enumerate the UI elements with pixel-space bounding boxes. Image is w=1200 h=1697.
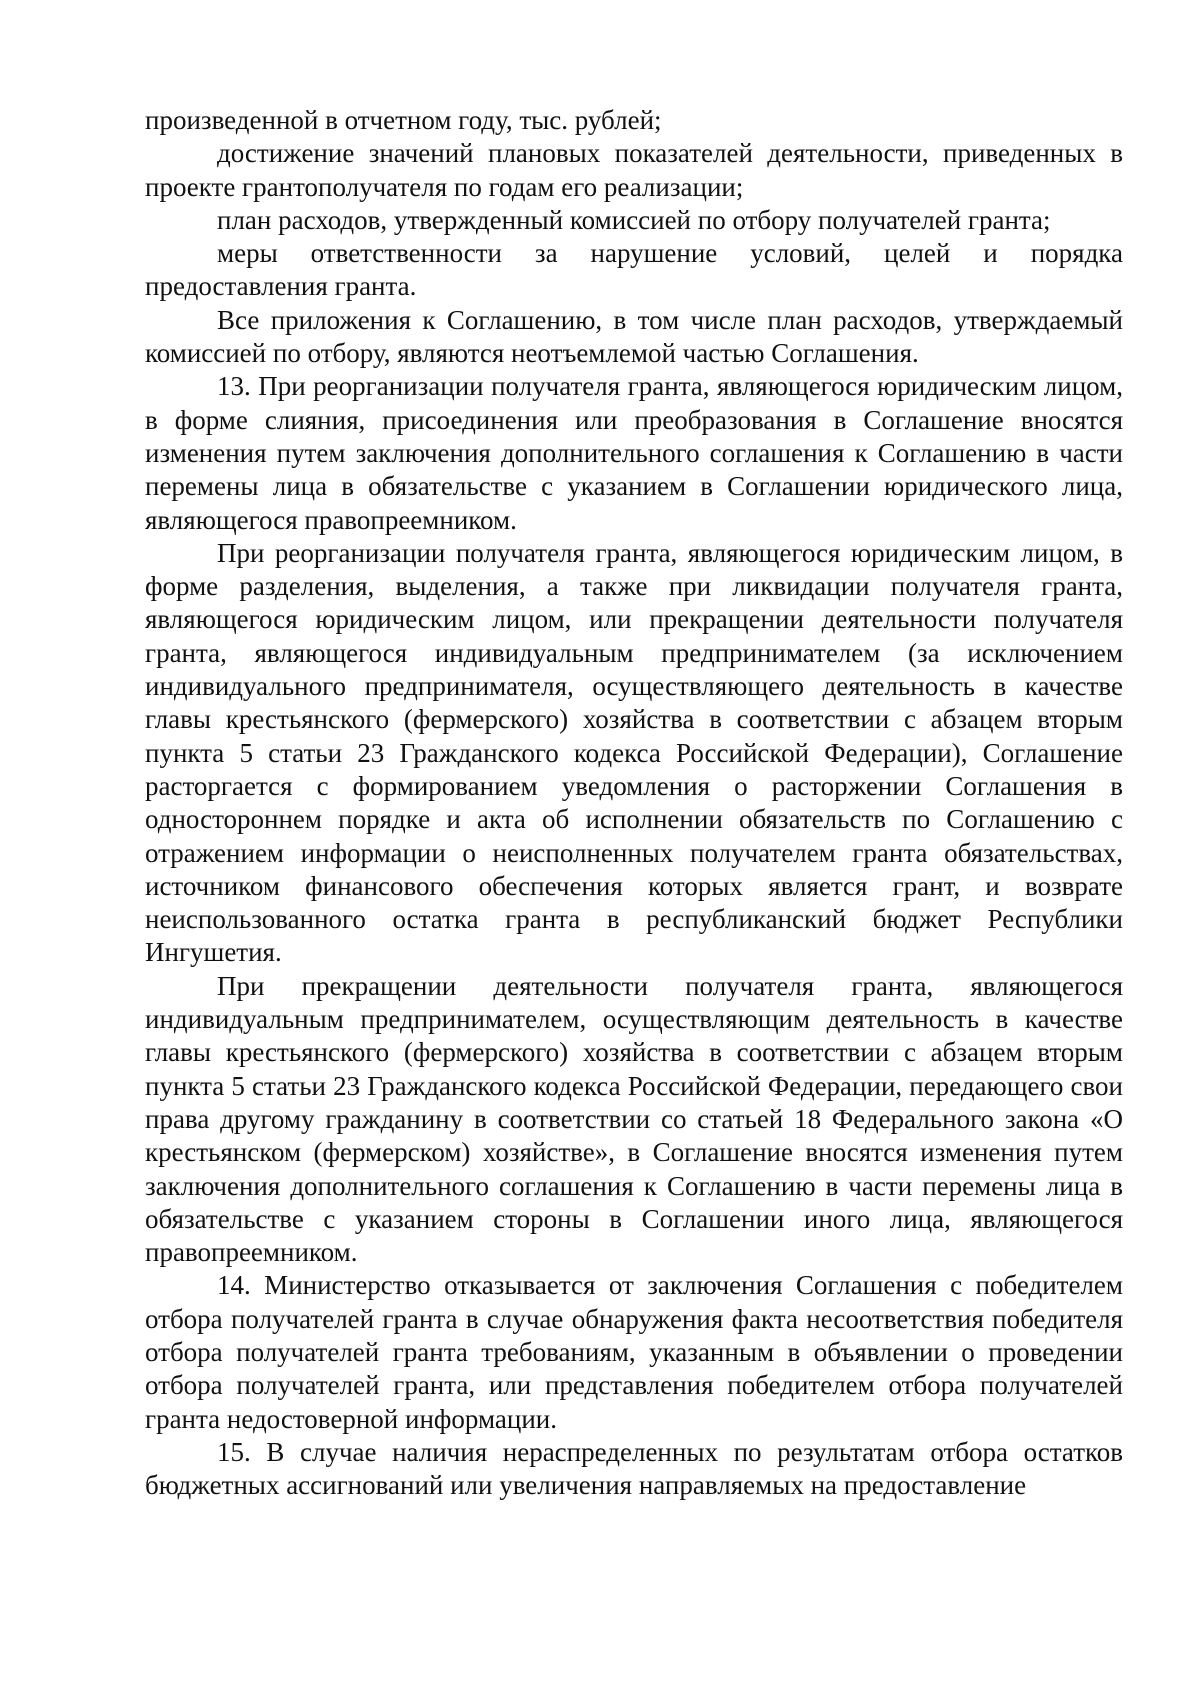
paragraph-appendices: Все приложения к Соглашению, в том числе план расходов, утверждаемый комиссией по отбору, являются неотъемлемой частью Соглашения.	[145, 304, 1123, 369]
paragraph-reorganization-division: При реорганизации получателя гранта, являющегося юридическим лицом, в форме разделения, выделения, а также при ликвидации получателя гранта, являющегося юридическим лицом, или прекращении деятельности получателя гранта, являющегося индивидуальным предпринимателем (за исключением индивидуального предпринимателя, осуществляющего деятельность в качестве главы крестьянского (фермерского) хозяйства в соответствии с абзацем вторым пункта 5 статьи 23 Гражданского кодекса Российской Федерации), Соглашение расторгается с формированием уведомления о расторжении Соглашения в одностороннем порядке и акта об исполнении обязательств по Соглашению с отражением информации о неисполненных получателем гранта обязательствах, источником финансового обеспечения которых является грант, и возврате неиспользованного остатка гранта в республиканский бюджет Республики Ингушетия.	[145, 537, 1123, 968]
paragraph-continuation: произведенной в отчетном году, тыс. рублей;	[145, 105, 662, 135]
paragraph-clause-13: 13. При реорганизации получателя гранта, являющегося юридическим лицом, в форме слияния, присоединения или преобразования в Соглашение вносятся изменения путем заключения дополнительного соглашения к Соглашению в части перемены лица в обязательстве с указанием в Соглашении юридического лица, являющегося правопреемником.	[145, 371, 1123, 535]
paragraph-plan-indicators: достижение значений плановых показателей деятельности, приведенных в проекте грантополучателя по годам его реализации;	[145, 138, 1123, 202]
paragraph-expense-plan: план расходов, утвержденный комиссией по отбору получателей гранта;	[217, 204, 1051, 235]
paragraph-liability-measures: меры ответственности за нарушение условий, целей и порядка предоставления гранта.	[145, 238, 1123, 302]
paragraph-termination-activity: При прекращении деятельности получателя гранта, являющегося индивидуальным предпринимателем, осуществляющим деятельность в качестве главы крестьянского (фермерского) хозяйства в соответствии с абзацем вторым пункта 5 статьи 23 Гражданского кодекса Российской Федерации, передающего свои права другому гражданину в соответствии со статьей 18 Федерального закона «О крестьянском (фермерском) хозяйстве», в Соглашение вносятся изменения путем заключения дополнительного соглашения к Соглашению в части перемены лица в обязательстве с указанием стороны в Соглашении иного лица, являющегося правопреемником.	[145, 970, 1123, 1268]
paragraph-clause-15: 15. В случае наличия нераспределенных по результатам отбора остатков бюджетных ассигнований или увеличения направляемых на предоставление	[145, 1436, 1123, 1501]
document-page	[145, 104, 1123, 1502]
paragraph-clause-14: 14. Министерство отказывается от заключения Соглашения с победителем отбора получателей гранта в случае обнаружения факта несоответствия победителя отбора получателей гранта требованиям, указанным в объявлении о проведении отбора получателей гранта, или представления победителем отбора получателей гранта недостоверной информации.	[145, 1270, 1123, 1434]
